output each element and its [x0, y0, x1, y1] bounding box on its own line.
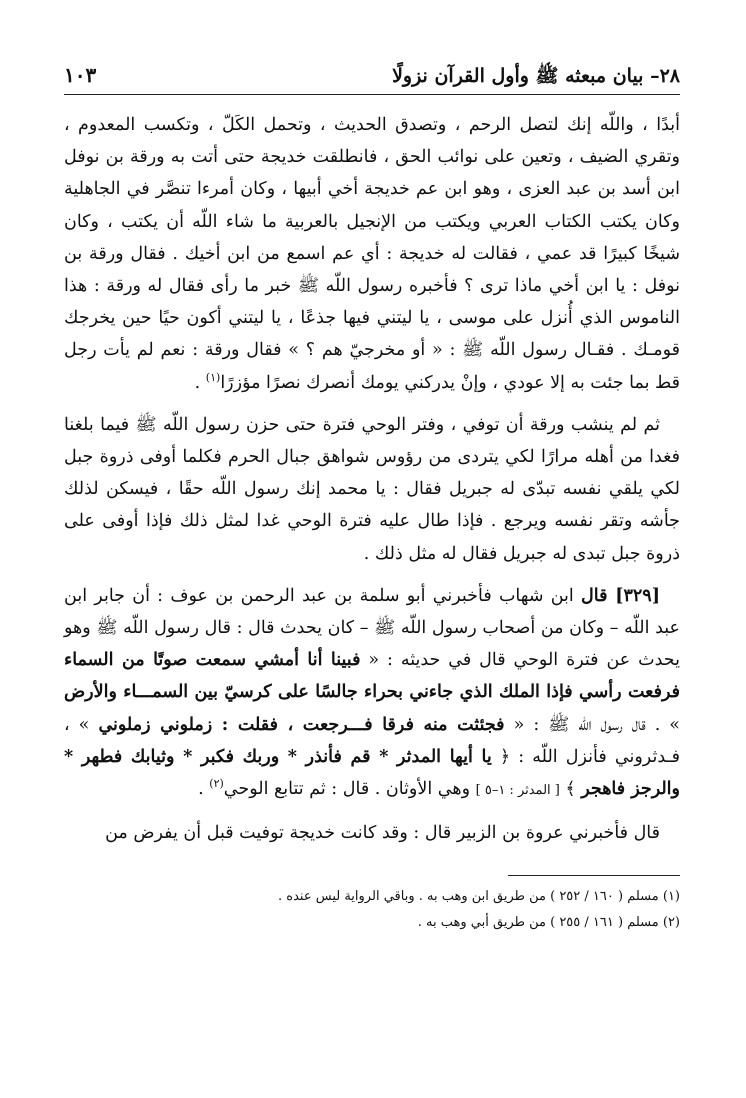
footnotes	[64, 884, 680, 936]
quran-verse: يا أيها المدثر * قم فأنذر * وربك فكبر * وثيابك فطهر * والرجز فاهجر	[64, 746, 680, 800]
paragraph-1	[64, 109, 680, 399]
paragraph-1-text: أبدًا ، واللّه إنك لتصل الرحم ، وتصدق الحديث ، وتحمل الكَلّ ، وتكسب المعدوم ، وتقري الضيف ، وتعين على نوائب الحق ، فانطلقت خديجة حتى أتت به ورقة بن نوفل ابن أسد بن عبد العزى ، وهو ابن عم خديجة أخي أبيها ، وكان أمرءا تنصَّر في الجاهلية وكان يكتب الكتاب العربي ويكتب من الإنجيل بالعربية ما شاء اللّه أن يكتب ، وكان شيخًا كبيرًا قد عمي ، فقالت له خديجة : أي عم اسمع من ابن أخيك . فقال ورقة بن نوفل : يا ابن أخي ماذا ترى ؟ فأخبره رسول اللّه ﷺ خبر ما رأى فقال له ورقة : هذا الناموس الذي أُنزل على موسى ، يا ليتني فيها جذعًا ، يا ليتني أكون حيًا حين يخرجك قومـك . فقـال رسول اللّه ﷺ : « أو مخرجيّ هم ؟ » فقال ورقة : نعم لم يأت رجل قط بما جئت به إلا عودي ، وإنْ يدركني يومك أنصرك نصرًا مؤزرًا	[64, 115, 680, 393]
paragraph-4: قال فأخبرني عروة بن الزبير قال : وقد كانت خديجة توفيت قبل أن يفرض من	[105, 823, 660, 844]
paragraph-3-end: .	[198, 779, 210, 800]
paragraph-3-part-e: » ، فـدثروني فأنزل اللّه : ﴿	[64, 714, 680, 767]
hadith-quote-1: فبينا أنا أمشي سمعت صوتًا من السماء فرفعت رأسي فإذا الملك الذي جاءني بحراء جالسًا على كرسيّ بين السمـــاء والأرض	[64, 650, 680, 703]
paragraph-3-part-c: » . قال رسول اللّه ﷺ : «	[504, 714, 680, 735]
footnote-divider	[508, 875, 680, 876]
footnote-2: (٢) مسلم ( ١٦١ / ٢٥٥ ) من طريق أبي وهب به .	[417, 915, 680, 931]
paragraph-3-part-g: ﴾	[559, 779, 582, 800]
paragraph-3	[64, 580, 680, 807]
paragraph-3-part-h: وهي الأوثان . قال : ثم تتابع الوحي	[223, 779, 476, 800]
body-text	[64, 109, 680, 849]
verse-reference: [ المدثر : ١–٥ ]	[475, 783, 560, 799]
footnote-ref-2: (٢)	[209, 777, 224, 791]
paragraph-3-part-a: ابن شهاب فأخبرني أبو سلمة بن عبد الرحمن بن عوف : أن جابر ابن عبد اللّه – وكان من أصحاب رسول اللّه ﷺ – كان يحدث قال : قال رسول اللّه ﷺ وهو يحدث عن فترة الوحي قال في حديثه : «	[64, 585, 680, 671]
footnote-1: (١) مسلم ( ١٦٠ / ٢٥٢ ) من طريق ابن وهب به . وباقي الرواية ليس عنده .	[278, 889, 680, 905]
hadith-quote-2: فجئثت منه فرقا فـــرجعت ، فقلت : زملوني زملوني	[98, 714, 505, 735]
page-number: ١٠٣	[64, 63, 97, 87]
paragraph-1-end: .	[194, 372, 206, 393]
paragraph-2: ثم لم ينشب ورقة أن توفي ، وفتر الوحي فترة حتى حزن رسول اللّه ﷺ فيما بلغنا فغدا من أهله مرارًا لكي يتردى من رؤوس شواهق جبال الحرم فكلما أوفى ذروة جبل لكي يلقي نفسه تبدّى له جبريل فقال : يا محمد إنك رسول اللّه حقًا ، فيسكن لذلك جأشه وتقر نفسه ويرجع . فإذا طال عليه فترة الوحي غدا لمثل ذلك فإذا أوفى على ذروة جبل تبدى له جبريل فقال له مثل ذلك .	[64, 414, 680, 564]
hadith-number: [٣٢٩] قال	[581, 585, 660, 606]
running-header	[64, 56, 680, 95]
chapter-title: ٢٨– بيان مبعثه ﷺ وأول القرآن نزولًا	[392, 65, 680, 87]
footnote-ref-1: (١)	[205, 370, 221, 384]
